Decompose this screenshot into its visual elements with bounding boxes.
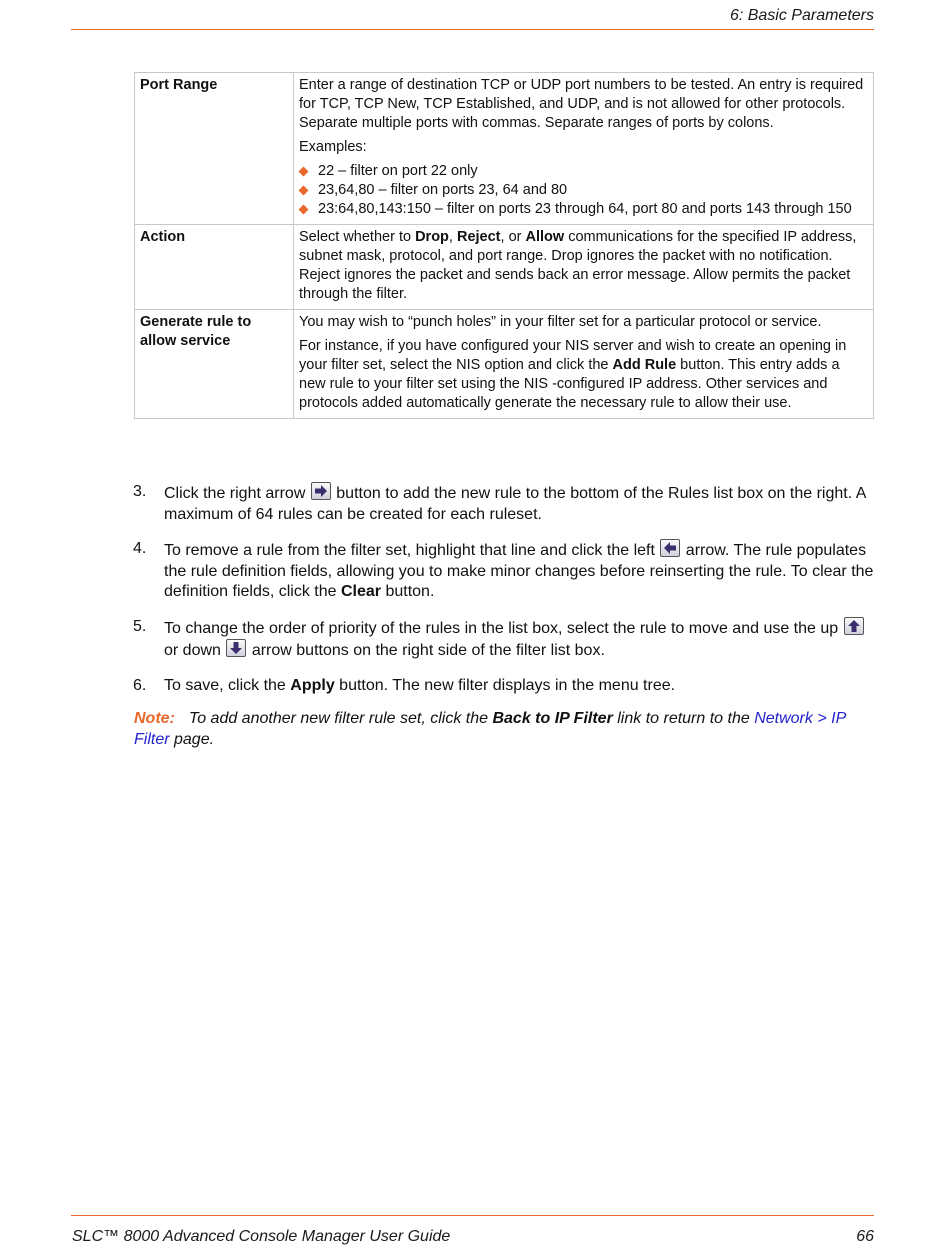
chapter-title: 6: Basic Parameters — [729, 7, 874, 24]
guide-title: SLC™ 8000 Advanced Console Manager User Guide — [72, 1228, 451, 1245]
description-generate-rule — [294, 310, 874, 419]
note-label: Note: — [134, 710, 175, 727]
text-run: , — [448, 229, 457, 245]
page-number: 66 — [856, 1228, 874, 1245]
apply-term: Apply — [290, 676, 335, 694]
steps-list — [133, 482, 878, 710]
add-rule-term: Add Rule — [612, 357, 677, 373]
down-arrow-icon — [226, 639, 246, 657]
text-run: To remove a rule from the filter set, highlight that line and click the left — [164, 542, 660, 559]
text-run: To save, click the — [164, 676, 291, 694]
back-to-ip-filter-term: Back to IP Filter — [492, 710, 613, 727]
step-4 — [133, 539, 878, 603]
up-arrow-icon — [844, 617, 864, 635]
step-number: 5. — [133, 617, 147, 635]
step-3 — [133, 482, 878, 525]
text-run: page. — [169, 730, 215, 748]
step-number: 6. — [133, 676, 147, 694]
diamond-bullet-icon — [299, 205, 309, 215]
table-row — [135, 310, 874, 419]
list-item — [299, 200, 867, 219]
text-run: arrow. The rule populates the rule definition fields, allowing you to make minor changes before reinserting the rule. To clear the definition fields, click the — [164, 542, 874, 600]
table-row — [135, 225, 874, 310]
description-paragraph — [299, 337, 867, 413]
network-ip-filter-link[interactable]: Network > IP Filter — [134, 710, 846, 748]
list-item-text: 23,64,80 – filter on ports 23, 64 and 80 — [318, 182, 568, 198]
text-run: To add another new filter rule set, click the — [188, 710, 493, 727]
step-number: 3. — [133, 483, 147, 500]
footer-divider — [71, 1215, 874, 1216]
text-run: button. The new filter displays in the menu tree. — [334, 676, 676, 694]
list-item-text: 23:64,80,143:150 – filter on ports 23 through 64, port 80 and ports 143 through 150 — [318, 201, 852, 217]
text-run: To change the order of priority of the rules in the list box, select the rule to move and use the up — [164, 619, 843, 637]
text-run: Click the right arrow — [164, 485, 310, 502]
text-run: , or — [500, 229, 526, 245]
note-box — [134, 709, 879, 750]
text-run: button to add the new rule to the bottom of the Rules list box on the right. A maximum of 64 rules can be created for each ruleset. — [164, 485, 866, 523]
reject-term: Reject — [456, 229, 501, 245]
drop-term: Drop — [415, 229, 449, 245]
text-run: link to return to the — [612, 710, 755, 727]
diamond-bullet-icon — [299, 186, 309, 196]
term-port-range: Port Range — [135, 73, 294, 225]
term-generate-rule: Generate rule to allow service — [135, 310, 294, 419]
text-run: arrow buttons on the right side of the filter list box. — [247, 642, 605, 659]
examples-label: Examples: — [299, 139, 367, 155]
text-run: For instance, if you have configured your NIS server and wish to create an opening in your filter set, select the NIS option and click the — [299, 338, 847, 373]
description-paragraph — [299, 228, 867, 304]
description-paragraph: Enter a range of destination TCP or UDP port numbers to be tested. An entry is required for TCP, TCP New, TCP Established, and UDP, and is not allowed for other protocols. Separate multiple ports with commas. Separate ranges of ports by colons. — [299, 77, 864, 131]
text-run: or down — [164, 642, 226, 659]
diamond-bullet-icon — [299, 167, 309, 177]
step-5 — [133, 617, 878, 662]
text-run: communications for the specified IP address, subnet mask, protocol, and port range. Drop ignores the packet with no notification. Reject ignores the packet and sends back an error message. Allow permits the packet through the filter. — [299, 229, 857, 302]
parameters-table — [134, 72, 874, 419]
list-item-text: 22 – filter on port 22 only — [318, 163, 478, 179]
table-row — [135, 73, 874, 225]
clear-term: Clear — [340, 583, 382, 600]
text-run: button. — [381, 583, 435, 600]
allow-term: Allow — [525, 229, 565, 245]
right-arrow-icon — [311, 482, 331, 500]
term-action: Action — [135, 225, 294, 310]
description-port-range — [294, 73, 874, 225]
step-6 — [133, 676, 878, 697]
list-item — [299, 162, 867, 181]
left-arrow-icon — [660, 539, 680, 557]
description-paragraph: You may wish to “punch holes” in your filter set for a particular protocol or service. — [299, 314, 822, 330]
description-action — [294, 225, 874, 310]
header-divider — [71, 29, 874, 30]
text-run: Select whether to — [299, 229, 416, 245]
text-run: button. This entry adds a new rule to your filter set using the NIS -configured IP address. Other services and protocols added automatically generate the necessary rule to allow their use. — [299, 357, 840, 411]
examples-list — [299, 162, 867, 219]
list-item — [299, 181, 867, 200]
step-number: 4. — [133, 540, 147, 557]
